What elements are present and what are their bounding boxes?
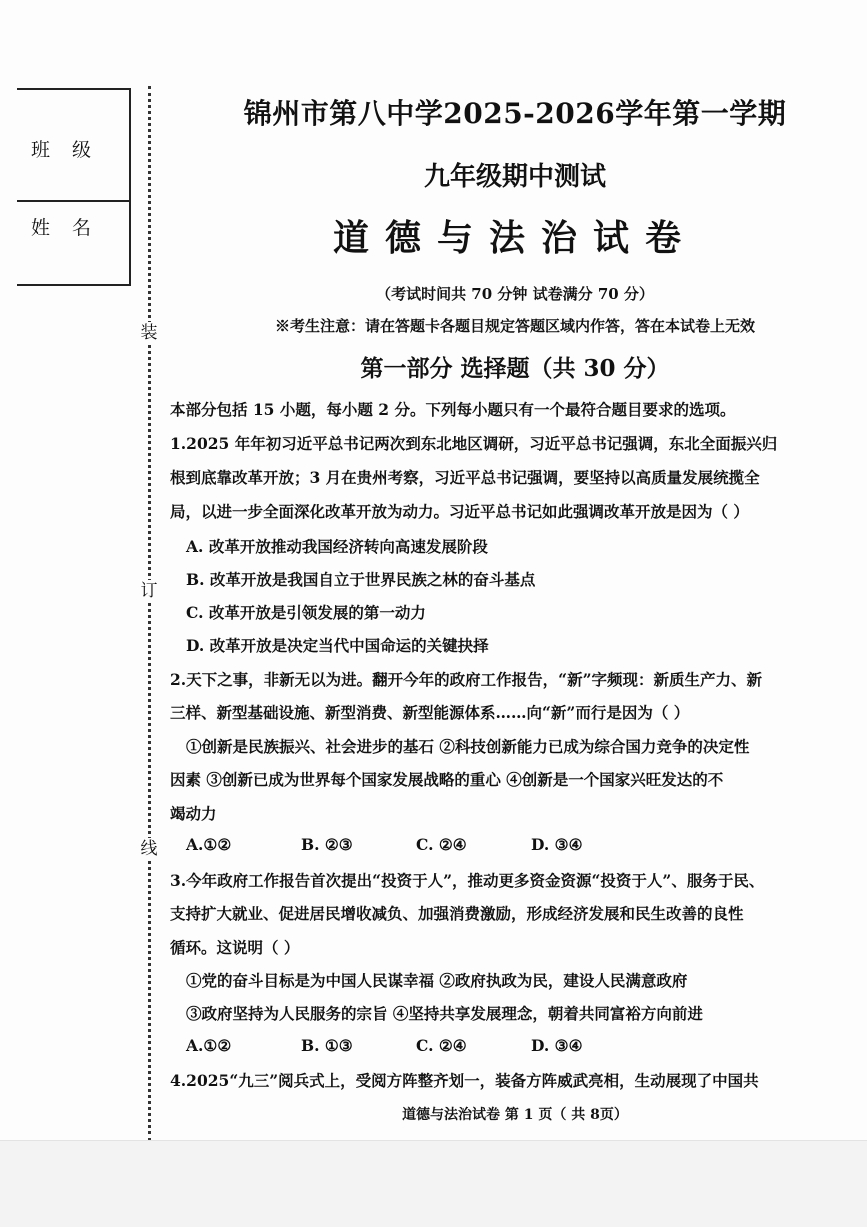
binding-char-xian: 线 xyxy=(138,838,160,860)
q3-line: 循环。这说明（ ） xyxy=(170,938,300,957)
name-label: 姓名 xyxy=(31,217,114,239)
q3-option-a: A.①② xyxy=(186,1036,232,1055)
q1-option-b: B. 改革开放是我国自立于世界民族之林的奋斗基点 xyxy=(186,570,536,589)
background-below-page xyxy=(0,1140,867,1227)
student-info-box xyxy=(17,88,131,286)
exam-notice: ※考生注意：请在答题卡各题目规定答题区域内作答，答在本试卷上无效 xyxy=(274,317,755,335)
q2-option-d: D. ③④ xyxy=(531,835,583,854)
q3-line: 支持扩大就业、促进居民增收减负、加强消费激励，形成经济发展和民生改善的良性 xyxy=(170,904,744,923)
q3-option-c: C. ②④ xyxy=(416,1036,467,1055)
q1-option-c: C. 改革开放是引领发展的第一动力 xyxy=(186,603,426,622)
q2-line: 三样、新型基础设施、新型消费、新型能源体系……向“新”而行是因为（ ） xyxy=(170,703,690,722)
q3-line: ③政府坚持为人民服务的宗旨 ④坚持共享发展理念，朝着共同富裕方向前进 xyxy=(186,1004,703,1023)
q3-option-b: B. ①③ xyxy=(301,1036,353,1055)
school-title: 锦州市第八中学2025-2026学年第一学期 xyxy=(243,97,787,130)
q2-line: 竭动力 xyxy=(170,804,217,823)
info-divider xyxy=(17,200,129,202)
class-label: 班级 xyxy=(31,139,114,161)
binding-char-zhuang: 装 xyxy=(138,322,160,344)
q2-option-b: B. ②③ xyxy=(301,835,353,854)
q1-line: 根到底靠改革开放；3 月在贵州考察，习近平总书记强调，要坚持以高质量发展统揽全 xyxy=(170,468,760,487)
grade-title: 九年级期中测试 xyxy=(423,162,606,192)
binding-char-ding: 订 xyxy=(138,580,160,602)
binding-dotted-line xyxy=(148,86,151,1141)
q3-options xyxy=(186,1036,646,1055)
part-title: 第一部分 选择题（共 30 分） xyxy=(360,355,670,382)
q2-option-c: C. ②④ xyxy=(416,835,467,854)
q2-options xyxy=(186,835,646,854)
q2-line: 2.天下之事，非新无以为进。翻开今年的政府工作报告，“新”字频现：新质生产力、新 xyxy=(170,670,763,689)
q3-option-d: D. ③④ xyxy=(531,1036,583,1055)
q1-line: 局，以进一步全面深化改革开放为动力。习近平总书记如此强调改革开放是因为（ ） xyxy=(170,502,749,521)
page-footer: 道德与法治试卷 第 1 页（ 共 8页） xyxy=(402,1107,628,1123)
q1-line: 1.2025 年年初习近平总书记两次到东北地区调研，习近平总书记强调，东北全面振兴归 xyxy=(170,434,778,453)
q2-line: 因素 ③创新已成为世界每个国家发展战略的重心 ④创新是一个国家兴旺发达的不 xyxy=(170,770,724,789)
q1-option-a: A. 改革开放推动我国经济转向高速发展阶段 xyxy=(186,537,488,556)
subject-title: 道德与法治试卷 xyxy=(332,217,697,259)
instructions: 本部分包括 15 小题，每小题 2 分。下列每小题只有一个最符合题目要求的选项。 xyxy=(170,400,736,419)
q2-option-a: A.①② xyxy=(186,835,232,854)
q3-line: ①党的奋斗目标是为中国人民谋幸福 ②政府执政为民，建设人民满意政府 xyxy=(186,971,688,990)
q3-line: 3.今年政府工作报告首次提出“投资于人”，推动更多资金资源“投资于人”、服务于民、 xyxy=(170,871,765,890)
q2-line: ①创新是民族振兴、社会进步的基石 ②科技创新能力已成为综合国力竞争的决定性 xyxy=(186,737,750,756)
q4-line: 4.2025“九三”阅兵式上，受阅方阵整齐划一，装备方阵威武亮相，生动展现了中国共 xyxy=(170,1071,759,1090)
q1-option-d: D. 改革开放是决定当代中国命运的关键抉择 xyxy=(186,636,489,655)
exam-info: （考试时间共 70 分钟 试卷满分 70 分） xyxy=(376,285,654,303)
